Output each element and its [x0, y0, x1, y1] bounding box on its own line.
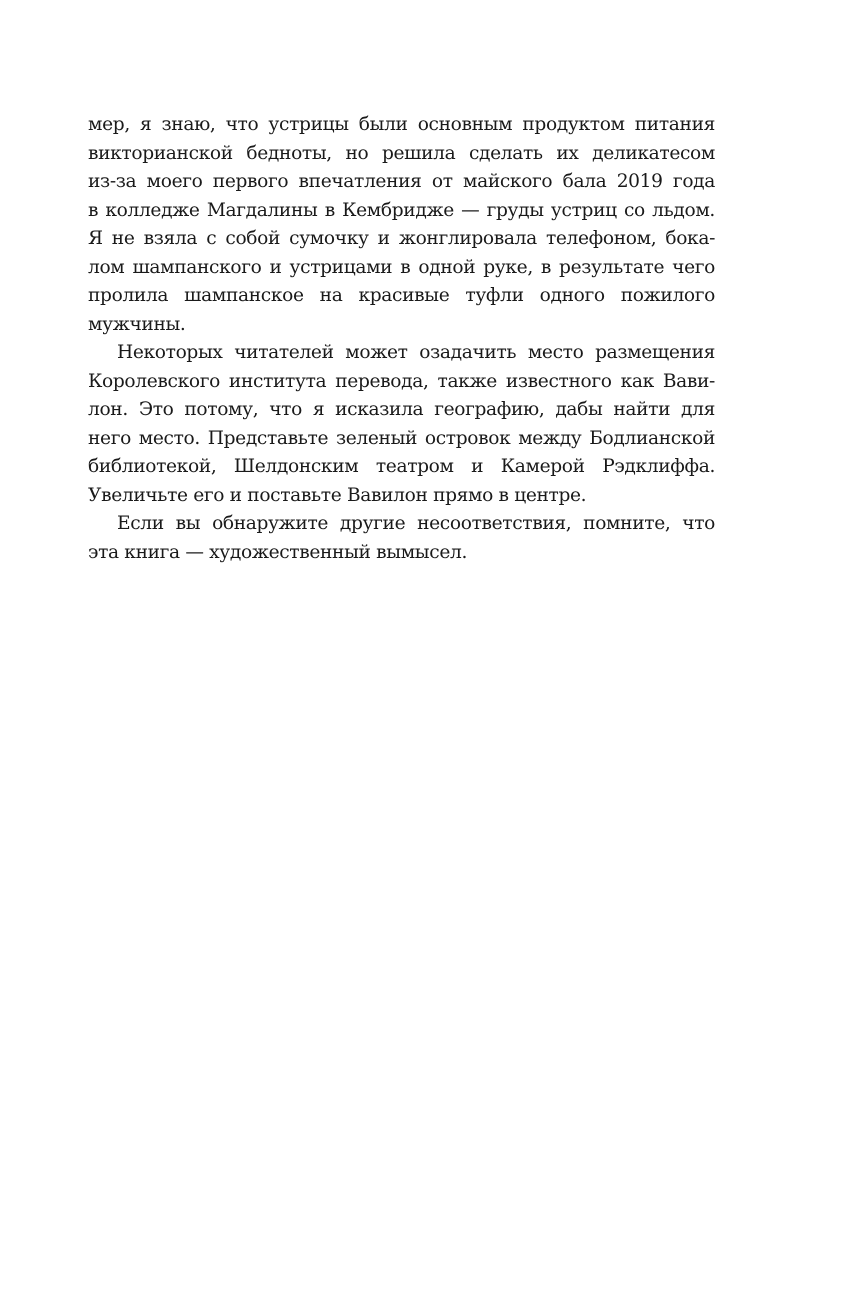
text-line: него место. Представьте зеленый островок между Бодлианской	[88, 427, 715, 449]
text-line: Некоторых читателей может озадачить место размещения	[117, 342, 715, 363]
text-line: в колледже Магдалины в Кембридже — груды устриц со льдом.	[88, 199, 715, 221]
text-line: библиотекой, Шелдонским театром и Камерой Рэдклиффа.	[88, 456, 715, 477]
text-line: эта книга — художественный вымысел.	[88, 541, 467, 563]
text-line: Я не взяла с собой сумочку и жонглировала телефоном, бока-	[88, 228, 715, 249]
text-line: мужчины.	[88, 313, 186, 335]
text-line: викторианской бедноты, но решила сделать их деликатесом	[88, 142, 715, 164]
text-line: Королевского института перевода, также известного как Вави-	[88, 370, 715, 392]
text-line: пролила шампанское на красивые туфли одного пожилого	[88, 285, 715, 306]
text-line: из-за моего первого впечатления от майского бала 2019 года	[88, 171, 715, 192]
text-line: Если вы обнаружите другие несоответствия, помните, что	[117, 513, 715, 534]
text-line: лон. Это потому, что я исказила географию, дабы найти для	[88, 399, 715, 420]
body-text	[88, 111, 715, 567]
text-line: Увеличьте его и поставьте Вавилон прямо в центре.	[88, 484, 587, 506]
text-line: мер, я знаю, что устрицы были основным продуктом питания	[88, 114, 715, 135]
text-line: лом шампанского и устрицами в одной руке, в результате чего	[88, 256, 715, 278]
